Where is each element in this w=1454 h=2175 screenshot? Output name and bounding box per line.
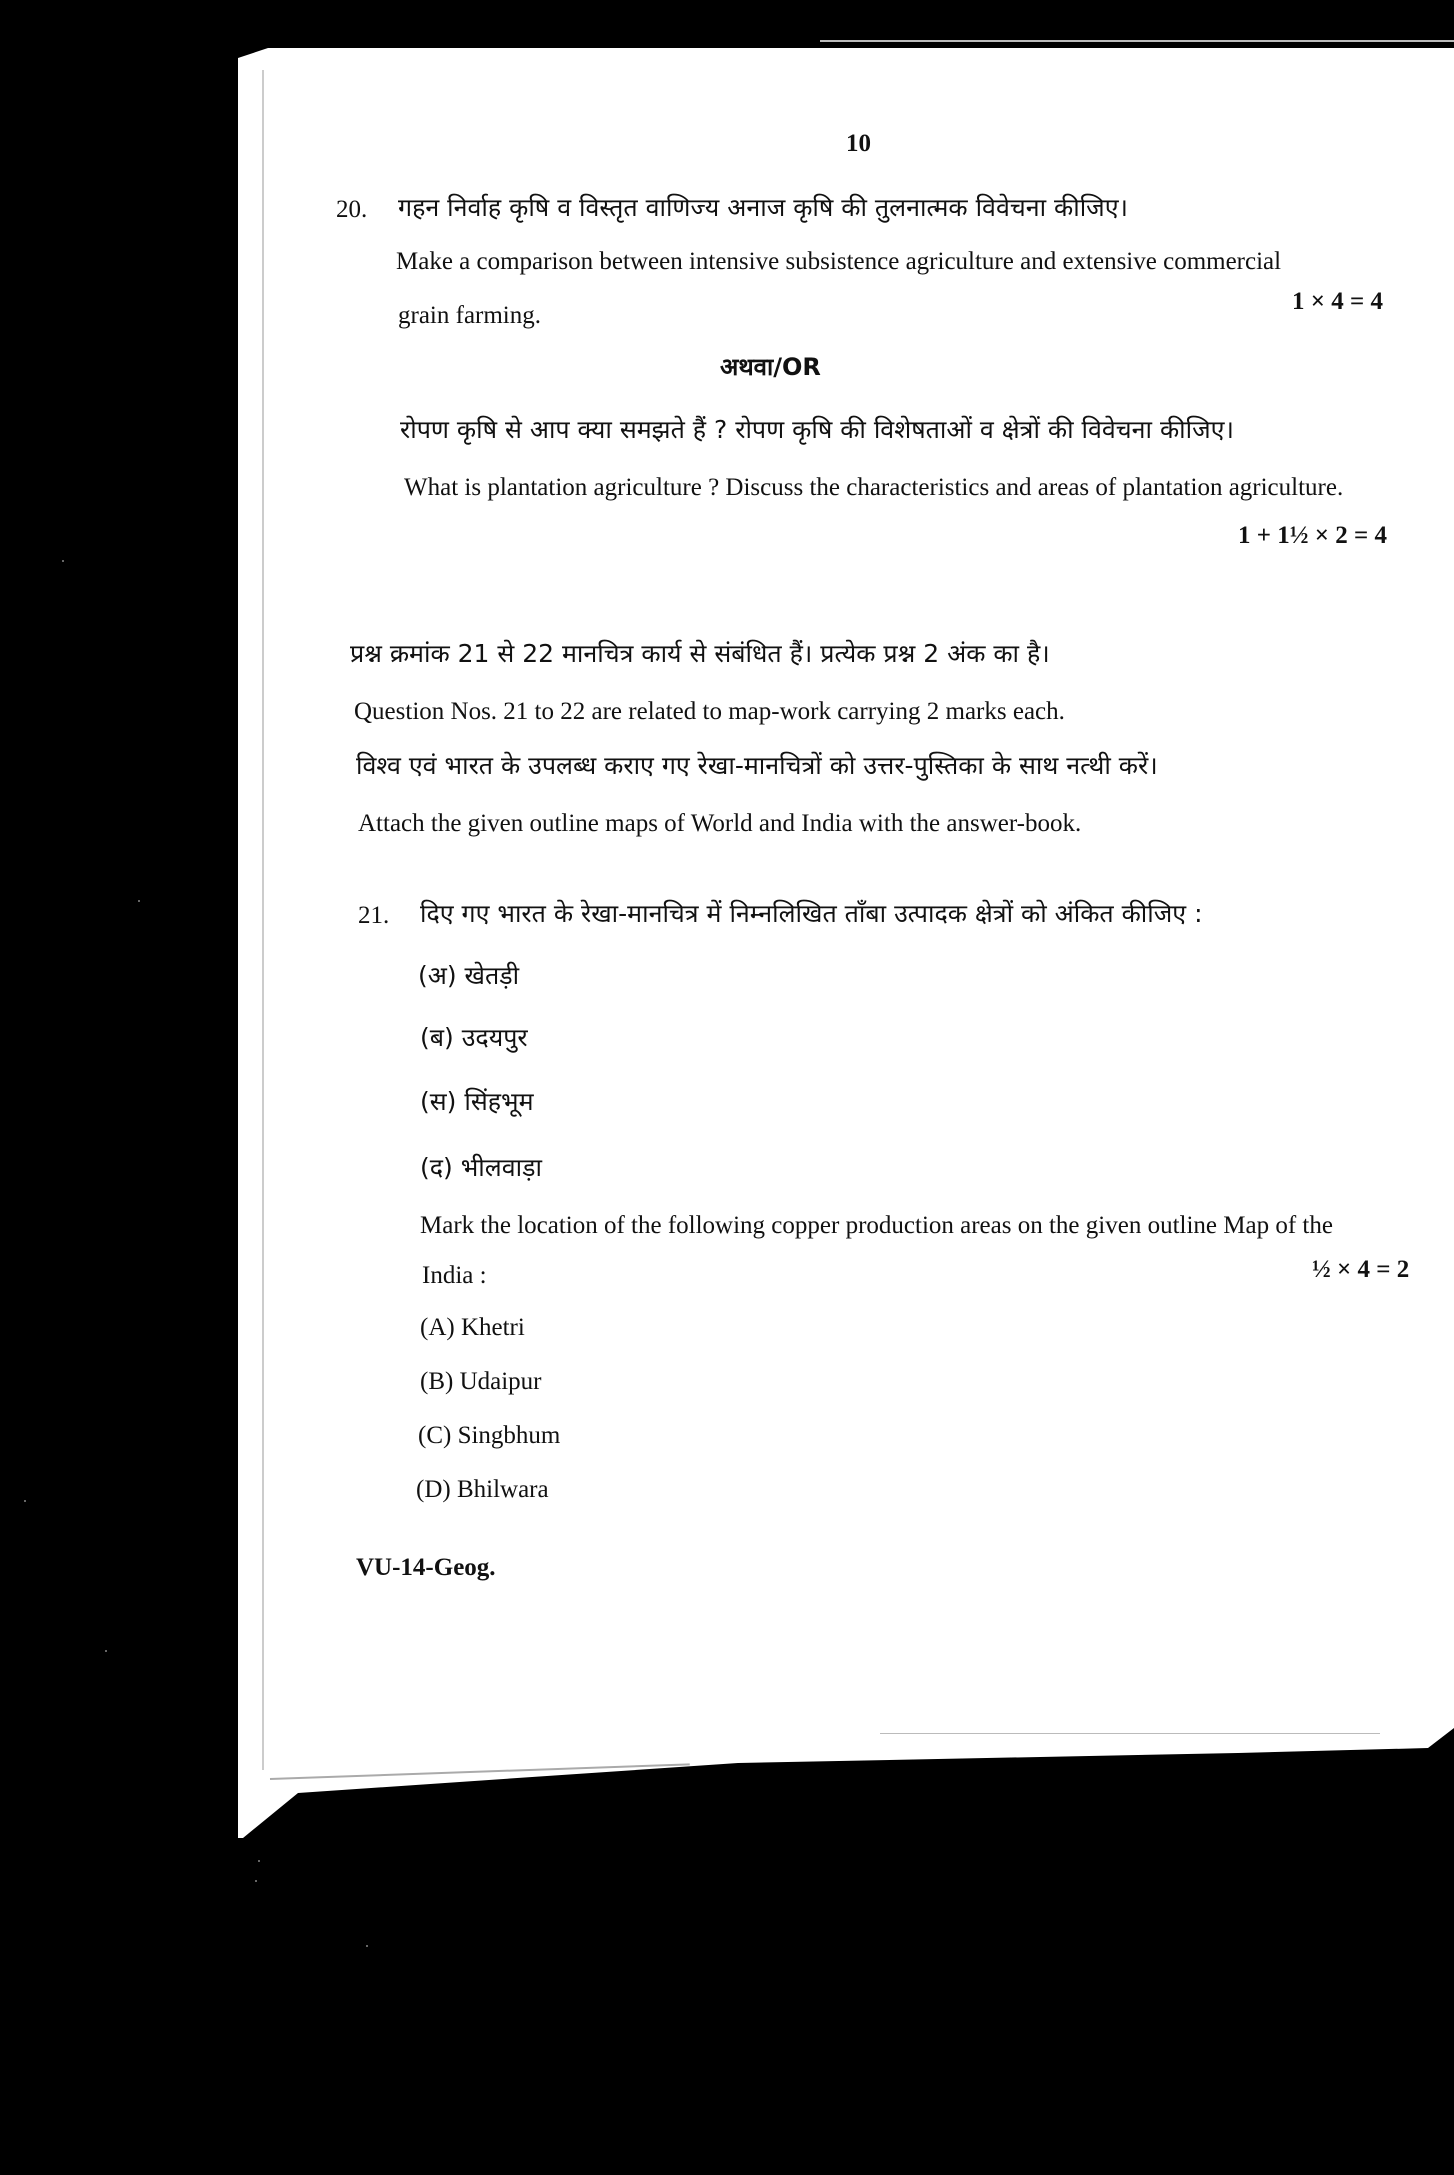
q21-hindi-item-b: (ब) उदयपुर <box>420 1023 528 1052</box>
q21-hindi-item-a: (अ) खेतड़ी <box>418 961 520 990</box>
q21-english-item-b: (B) Udaipur <box>420 1368 542 1395</box>
q20-hindi: गहन निर्वाह कृषि व विस्तृत वाणिज्य अनाज कृषि की तुलनात्मक विवेचना कीजिए। <box>398 193 1129 222</box>
q20-alt-english: What is plantation agriculture ? Discuss the characteristics and areas of plantation agriculture. <box>404 474 1344 501</box>
q21-hindi-item-d: (द) भीलवाड़ा <box>420 1153 542 1182</box>
q20-alt-marks: 1 + 1½ × 2 = 4 <box>1238 522 1387 549</box>
map-english-attach: Attach the given outline maps of World and India with the answer-book. <box>358 810 1082 837</box>
speck <box>255 1880 257 1882</box>
q21-marks: ½ × 4 = 2 <box>1312 1256 1410 1283</box>
speck <box>105 1650 107 1652</box>
speck <box>366 1945 368 1947</box>
q21-hindi-item-c: (स) सिंहभूम <box>420 1087 534 1116</box>
q21-english-line2: India : <box>422 1262 487 1289</box>
q21-english-item-c: (C) Singbhum <box>418 1422 561 1449</box>
paper-left-edge <box>262 70 264 1770</box>
q21-english-item-d: (D) Bhilwara <box>416 1476 549 1503</box>
footer-code: VU-14-Geog. <box>356 1554 496 1581</box>
or-label: अथवा/OR <box>720 353 821 381</box>
page-number: 10 <box>846 130 871 157</box>
q20-number: 20. <box>336 196 368 223</box>
speck <box>24 1500 26 1502</box>
speck <box>62 560 64 562</box>
map-hindi-intro: प्रश्न क्रमांक 21 से 22 मानचित्र कार्य से संबंधित हैं। प्रत्येक प्रश्न 2 अंक का है। <box>350 639 1050 668</box>
q21-hindi: दिए गए भारत के रेखा-मानचित्र में निम्नलिखित ताँबा उत्पादक क्षेत्रों को अंकित कीजिए : <box>420 899 1203 928</box>
q20-marks: 1 × 4 = 4 <box>1292 288 1383 315</box>
paper-bottom-edge-right <box>880 1733 1380 1734</box>
q21-number: 21. <box>358 902 390 929</box>
q20-english-line2: grain farming. <box>398 302 542 329</box>
map-hindi-attach: विश्व एवं भारत के उपलब्ध कराए गए रेखा-मानचित्रों को उत्तर-पुस्तिका के साथ नत्थी करें। <box>356 751 1158 780</box>
q20-english-line1: Make a comparison between intensive subsistence agriculture and extensive commercial <box>396 248 1282 275</box>
q21-english-item-a: (A) Khetri <box>420 1314 525 1341</box>
q21-english-line1: Mark the location of the following copper production areas on the given outline Map of the <box>420 1212 1333 1239</box>
map-english-intro: Question Nos. 21 to 22 are related to map-work carrying 2 marks each. <box>354 698 1065 725</box>
paper-top-edge <box>820 40 1454 42</box>
speck <box>138 900 140 902</box>
speck <box>258 1860 260 1862</box>
q20-alt-hindi: रोपण कृषि से आप क्या समझते हैं ? रोपण कृषि की विशेषताओं व क्षेत्रों की विवेचना कीजिए। <box>400 415 1234 444</box>
